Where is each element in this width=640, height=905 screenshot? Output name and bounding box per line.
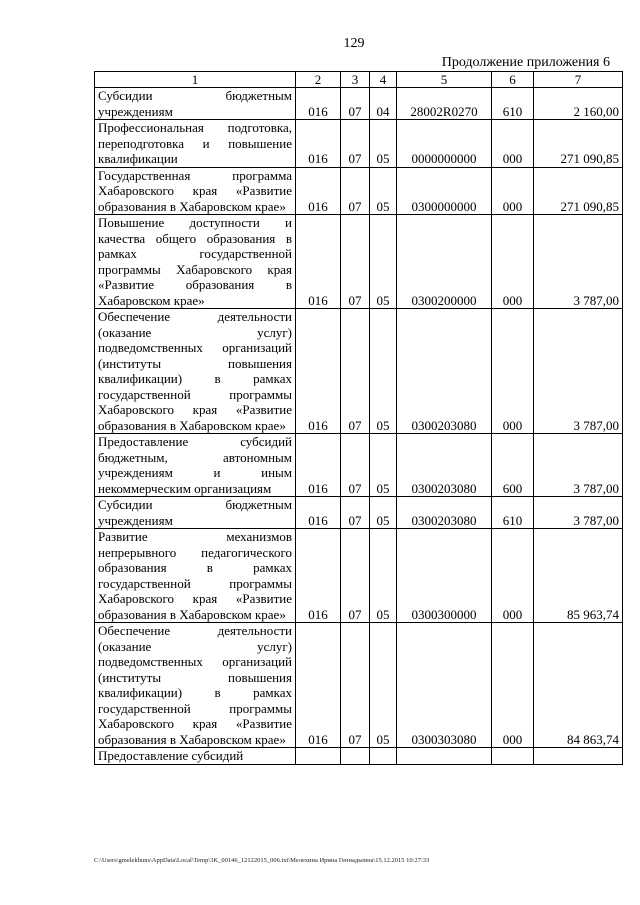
table-row [95,623,623,748]
page-number: 129 [343,36,365,51]
continuation-note: Продолжение приложения 6 [441,55,610,70]
row-target-article: 0000000000 [397,120,492,168]
row-section: 07 [341,88,370,120]
row-expense-type: 000 [492,120,534,168]
row-name: Предоставление субсидий [95,748,296,765]
row-target-article: 0300000000 [397,167,492,215]
table-row [95,120,623,168]
row-name: Государственная программа Хабаровского края «Развитие образования в Хабаровском крае» [95,167,296,215]
row-admin-code: 016 [296,529,341,623]
row-target-article: 28002R0270 [397,88,492,120]
row-name: Предоставление субсидий бюджетным, автономным учреждениям и иным некоммерческим организациям [95,434,296,497]
row-target-article: 0300303080 [397,623,492,748]
row-subsection [370,748,397,765]
row-subsection: 04 [370,88,397,120]
row-section: 07 [341,623,370,748]
row-expense-type: 600 [492,434,534,497]
row-admin-code: 016 [296,167,341,215]
row-section: 07 [341,434,370,497]
row-name: Субсидии бюджетным учреждениям [95,497,296,529]
row-expense-type [492,748,534,765]
row-subsection: 05 [370,623,397,748]
row-target-article: 0300300000 [397,529,492,623]
col-header-4: 4 [370,72,397,88]
row-subsection: 05 [370,434,397,497]
table-row [95,167,623,215]
footer-file-path: C:\Users\gmelekhuns\AppData\Local\Temp\3K_00146_12122015_006.txt\Мелехина Ирина Геннадьевна\15.12.2015 10:27:33 [94,857,430,864]
row-expense-type: 000 [492,167,534,215]
row-amount: 85 963,74 [534,529,623,623]
row-name: Субсидии бюджетным учреждениям [95,88,296,120]
col-header-2: 2 [296,72,341,88]
col-header-5: 5 [397,72,492,88]
col-header-7: 7 [534,72,623,88]
row-name: Обеспечение деятельности (оказание услуг) подведомственных организаций (институты повышения квалификации) в рамках государственной программы Хабаровского края «Развитие образования в Хабаровском крае» [95,623,296,748]
row-section: 07 [341,309,370,434]
row-subsection: 05 [370,529,397,623]
table-row [95,215,623,309]
row-expense-type: 000 [492,623,534,748]
row-expense-type: 000 [492,309,534,434]
row-subsection: 05 [370,215,397,309]
row-target-article [397,748,492,765]
col-header-6: 6 [492,72,534,88]
row-section: 07 [341,529,370,623]
row-section: 07 [341,215,370,309]
row-admin-code: 016 [296,623,341,748]
row-admin-code: 016 [296,215,341,309]
row-amount: 84 863,74 [534,623,623,748]
table-row [95,88,623,120]
row-name: Профессиональная подготовка, переподготовка и повышение квалификации [95,120,296,168]
row-admin-code [296,748,341,765]
row-amount [534,748,623,765]
row-subsection: 05 [370,497,397,529]
col-header-3: 3 [341,72,370,88]
row-subsection: 05 [370,120,397,168]
row-target-article: 0300200000 [397,215,492,309]
row-name: Развитие механизмов непрерывного педагогического образования в рамках государственной программы Хабаровского края «Развитие образования в Хабаровском крае» [95,529,296,623]
row-amount: 271 090,85 [534,120,623,168]
row-target-article: 0300203080 [397,434,492,497]
row-admin-code: 016 [296,434,341,497]
row-admin-code: 016 [296,309,341,434]
row-expense-type: 000 [492,215,534,309]
col-header-1: 1 [95,72,296,88]
table-row [95,529,623,623]
row-subsection: 05 [370,167,397,215]
budget-table [94,71,623,765]
row-name: Обеспечение деятельности (оказание услуг) подведомственных организаций (институты повышения квалификации) в рамках государственной программы Хабаровского края «Развитие образования в Хабаровском крае» [95,309,296,434]
row-amount: 3 787,00 [534,434,623,497]
row-expense-type: 610 [492,497,534,529]
table-header-row [95,72,623,88]
row-amount: 3 787,00 [534,215,623,309]
row-admin-code: 016 [296,497,341,529]
row-section [341,748,370,765]
table-row [95,309,623,434]
row-amount: 3 787,00 [534,497,623,529]
row-target-article: 0300203080 [397,309,492,434]
row-admin-code: 016 [296,88,341,120]
row-section: 07 [341,497,370,529]
row-admin-code: 016 [296,120,341,168]
row-name: Повышение доступности и качества общего образования в рамках государственной программы Хабаровского края «Развитие образования в Хабаровском крае» [95,215,296,309]
row-section: 07 [341,120,370,168]
row-amount: 271 090,85 [534,167,623,215]
row-expense-type: 610 [492,88,534,120]
table-row [95,497,623,529]
row-amount: 3 787,00 [534,309,623,434]
row-target-article: 0300203080 [397,497,492,529]
row-section: 07 [341,167,370,215]
row-expense-type: 000 [492,529,534,623]
table-row [95,434,623,497]
table-row [95,748,623,765]
row-subsection: 05 [370,309,397,434]
row-amount: 2 160,00 [534,88,623,120]
